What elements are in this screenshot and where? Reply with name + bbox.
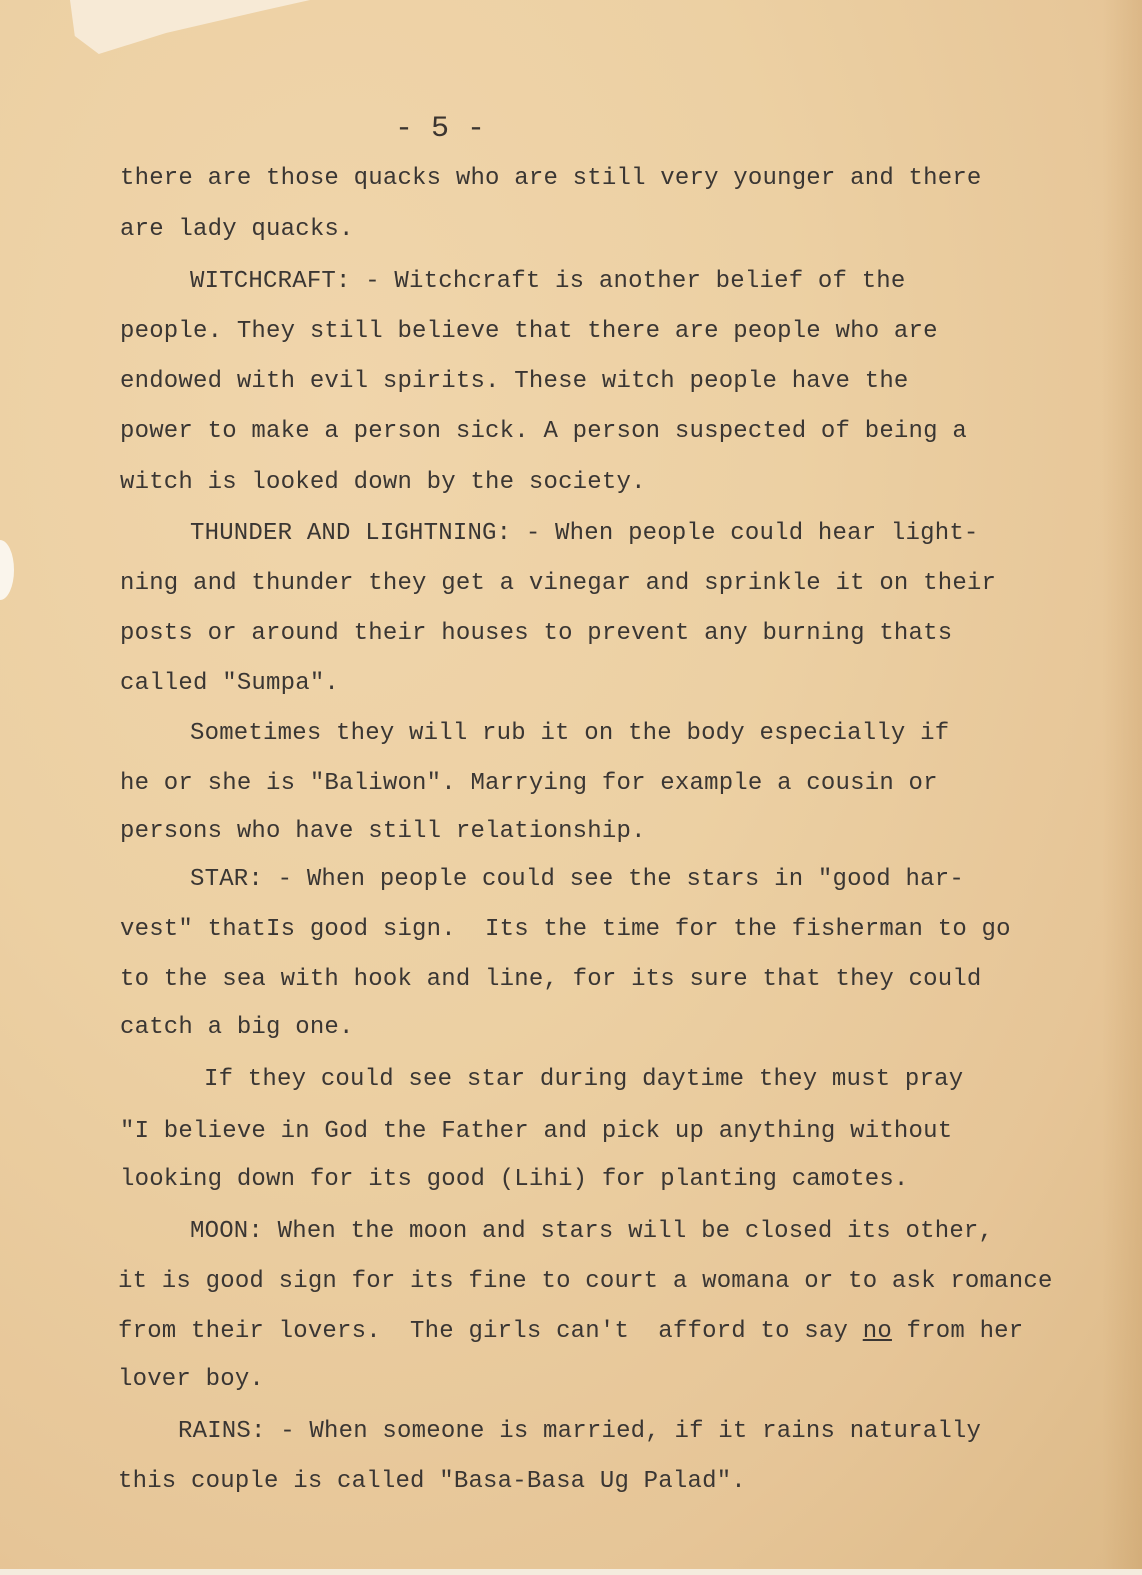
bottom-strip	[0, 1569, 1142, 1575]
text-line: catch a big one.	[120, 1014, 354, 1041]
text-line: MOON: When the moon and stars will be closed its other,	[190, 1218, 994, 1245]
text-line: posts or around their houses to prevent any burning thats	[120, 620, 953, 647]
text-line: RAINS: - When someone is married, if it rains naturally	[178, 1418, 982, 1445]
text-line: people. They still believe that there are people who are	[120, 318, 938, 345]
text-line: are lady quacks.	[120, 216, 354, 243]
text-line: there are those quacks who are still very younger and there	[120, 165, 982, 192]
text-line: WITCHCRAFT: - Witchcraft is another belief of the	[190, 268, 906, 295]
line-segment: from her	[891, 1318, 1024, 1345]
text-line: called "Sumpa".	[120, 670, 340, 697]
page-edge-shadow	[1102, 0, 1142, 1575]
text-line: witch is looked down by the society.	[120, 469, 646, 496]
text-line: he or she is "Baliwon". Marrying for example a cousin or	[120, 770, 938, 797]
text-line: to the sea with hook and line, for its sure that they could	[120, 966, 982, 993]
text-line: If they could see star during daytime they must pray	[204, 1066, 964, 1093]
page-number: - 5 -	[394, 112, 485, 146]
text-line: it is good sign for its fine to court a womana or to ask romance	[118, 1268, 1053, 1295]
punch-hole	[0, 540, 14, 600]
line-segment: from their lovers. The girls can't afford to say	[118, 1318, 863, 1345]
underlined-word: no	[862, 1318, 892, 1345]
text-line: this couple is called "Basa-Basa Ug Palad".	[118, 1468, 746, 1495]
text-line: lover boy.	[118, 1366, 265, 1393]
text-line: vest" thatIs good sign. Its the time for the fisherman to go	[120, 916, 1011, 943]
text-line: Sometimes they will rub it on the body especially if	[190, 720, 950, 747]
text-line: STAR: - When people could see the stars in "good har-	[190, 866, 964, 893]
text-line: THUNDER AND LIGHTNING: - When people could hear light-	[190, 520, 979, 547]
text-line: power to make a person sick. A person suspected of being a	[120, 418, 967, 445]
text-line: persons who have still relationship.	[120, 818, 646, 845]
text-line: looking down for its good (Lihi) for planting camotes.	[120, 1166, 909, 1193]
text-line: endowed with evil spirits. These witch people have the	[120, 368, 909, 395]
text-line	[118, 1318, 1023, 1345]
torn-corner	[70, 0, 310, 60]
text-line: "I believe in God the Father and pick up anything without	[120, 1118, 953, 1145]
text-line: ning and thunder they get a vinegar and sprinkle it on their	[120, 570, 997, 597]
